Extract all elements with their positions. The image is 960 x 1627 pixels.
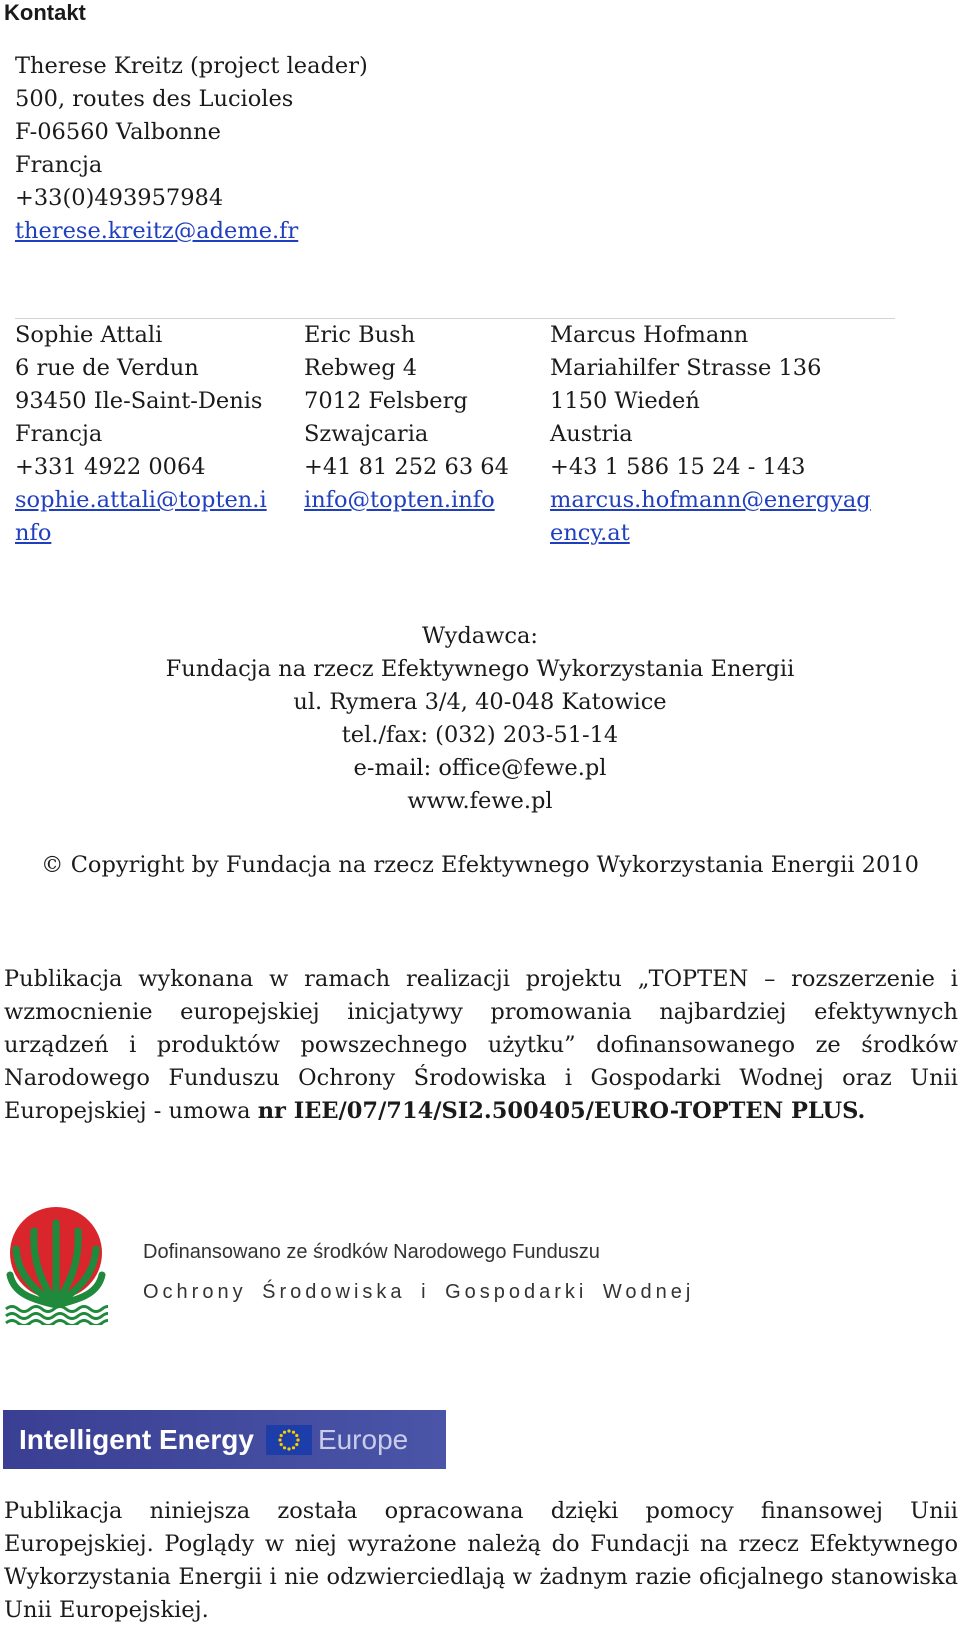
contact-card-hofmann bbox=[550, 319, 880, 550]
contact-name: Eric Bush bbox=[304, 322, 416, 348]
ie-logo-strong: Intelligent Energy bbox=[19, 1423, 254, 1455]
contact-phone: +331 4922 0064 bbox=[15, 454, 206, 480]
contact-street: Mariahilfer Strasse 136 bbox=[550, 355, 822, 381]
publisher-name: Fundacja na rzecz Efektywnego Wykorzystania Energii bbox=[165, 656, 795, 682]
contact-email-link[interactable]: therese.kreitz@ademe.fr bbox=[15, 218, 299, 244]
contact-phone: +33(0)493957984 bbox=[15, 185, 224, 211]
nfos-logo bbox=[4, 1205, 108, 1329]
nfos-line1: Dofinansowano ze środków Narodowego Funduszu bbox=[143, 1241, 600, 1263]
leader-contact bbox=[15, 50, 368, 248]
copyright-notice: © Copyright by Fundacja na rzecz Efektywnego Wykorzystania Energii 2010 bbox=[41, 852, 919, 878]
contact-street: 500, routes des Lucioles bbox=[15, 86, 294, 112]
contact-phone: +41 81 252 63 64 bbox=[304, 454, 509, 480]
publisher-web: www.fewe.pl bbox=[407, 788, 553, 814]
contact-name: Therese Kreitz (project leader) bbox=[15, 53, 368, 79]
contact-country: Austria bbox=[550, 421, 633, 447]
nfos-line2: Ochrony Środowiska i Gospodarki Wodnej bbox=[143, 1281, 695, 1303]
publisher-phone: tel./fax: (032) 203-51-14 bbox=[341, 722, 619, 748]
contact-city: 93450 Ile-Saint-Denis bbox=[15, 388, 263, 414]
contact-name: Sophie Attali bbox=[15, 322, 163, 348]
publisher-block bbox=[0, 620, 960, 818]
contact-street: Rebweg 4 bbox=[304, 355, 418, 381]
contract-number: nr IEE/07/714/SI2.500405/EURO-TOPTEN PLUS. bbox=[257, 1098, 866, 1124]
contact-email-link[interactable]: info@topten.info bbox=[304, 487, 495, 513]
contact-phone: +43 1 586 15 24 - 143 bbox=[550, 454, 806, 480]
eu-flag-icon bbox=[266, 1425, 312, 1455]
contact-card-attali bbox=[15, 319, 280, 550]
intelligent-energy-europe-logo bbox=[3, 1410, 446, 1469]
contact-name: Marcus Hofmann bbox=[550, 322, 749, 348]
ie-logo-light: Europe bbox=[317, 1423, 409, 1455]
contact-country: Francja bbox=[15, 152, 103, 178]
contact-country: Francja bbox=[15, 421, 103, 447]
contact-country: Szwajcaria bbox=[304, 421, 429, 447]
project-note-text: Publikacja wykonana w ramach realizacji projektu „TOPTEN – rozszerzenie i wzmocnienie europejskiej inicjatywy promowania najbardziej efektywnych urządzeń i produktów powszechnego użytku” dofinansowanego ze środków Narodowego Funduszu Ochrony Środowiska i Gospodarki Wodnej oraz Unii Europejskiej - umowa bbox=[4, 966, 958, 1124]
page-heading: Kontakt bbox=[4, 0, 86, 25]
publisher-email: e-mail: office@fewe.pl bbox=[353, 755, 607, 781]
contact-city: 7012 Felsberg bbox=[304, 388, 468, 414]
contact-card-bush bbox=[304, 319, 534, 517]
publisher-label: Wydawca: bbox=[421, 623, 538, 649]
contact-street: 6 rue de Verdun bbox=[15, 355, 199, 381]
contact-city: F-06560 Valbonne bbox=[15, 119, 221, 145]
eu-disclaimer: Publikacja niniejsza została opracowana dzięki pomocy finansowej Unii Europejskiej. Poglądy w niej wyrażone należą do Fundacji na rzecz Efektywnego Wykorzystania Energii i nie odzwierciedlają w żadnym razie oficjalnego stanowiska Unii Europejskiej. bbox=[4, 1498, 958, 1623]
nfos-caption bbox=[143, 1232, 694, 1312]
project-note bbox=[4, 963, 958, 1128]
publisher-address: ul. Rymera 3/4, 40-048 Katowice bbox=[293, 689, 667, 715]
contact-email-link[interactable]: sophie.attali@topten.info bbox=[15, 487, 267, 546]
contact-city: 1150 Wiedeń bbox=[550, 388, 700, 414]
contact-email-link[interactable]: marcus.hofmann@energyagency.at bbox=[550, 487, 871, 546]
